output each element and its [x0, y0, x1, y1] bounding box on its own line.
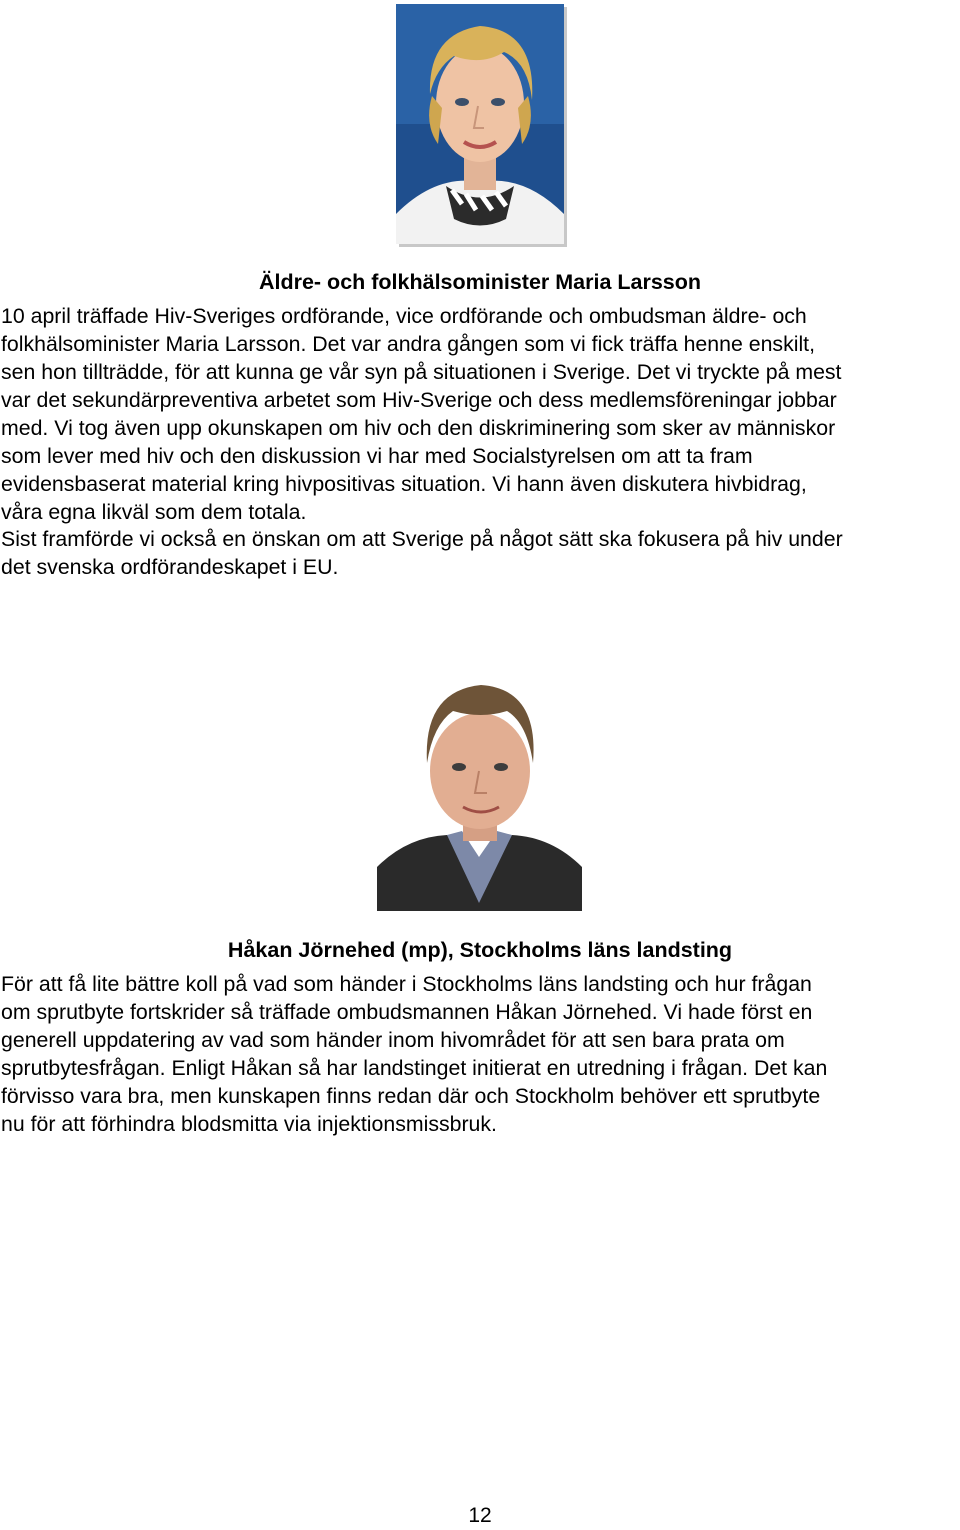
paragraph-jornehed-meeting: För att få lite bättre koll på vad som händer i Stockholms läns landsting och hur frågan om sprutbyte fortskrider så träffade ombudsmannen Håkan Jörnehed. Vi hade först en generell uppdatering av vad som händer inom hivområdet för att sen bara prata om sprutbytesfrågan. Enligt Håkan så har landstinget initierat en utredning i frågan. Det kan förvisso vara bra, men kunskapen finns redan där och Stockholm behöver ett sprutbyte nu för att förhindra blodsmitta via injektionsmissbruk. — [1, 972, 828, 1136]
paragraph-eu-presidency: Sist framförde vi också en önskan om att Sverige på något sätt ska fokusera på hiv under det svenska ordförandeskapet i EU. — [1, 527, 843, 579]
section-heading-maria-larsson: Äldre- och folkhälsominister Maria Larsson — [258, 270, 702, 294]
portrait-photo-maria-larsson — [396, 4, 564, 244]
portrait-photo-hakan-jornehed — [377, 667, 582, 911]
section-heading-hakan-jornehed: Håkan Jörnehed (mp), Stockholms läns landsting — [227, 938, 733, 962]
page-number: 12 — [468, 1504, 492, 1527]
paragraph-larsson-meeting: 10 april träffade Hiv-Sveriges ordförande, vice ordförande och ombudsman äldre- och folkhälsominister Maria Larsson. Det var andra gången som vi fick träffa henne enskilt, sen hon tillträdde, för att kunna ge vår syn på situationen i Sverige. Det vi tryckte på mest var det sekundärpreventiva arbetet som Hiv-Sverige och dess medlemsföreningar jobbar med. Vi tog även upp okunskapen om hiv och den diskriminering som sker av människor som lever med hiv och den diskussion vi har med Socialstyrelsen om att ta fram evidensbaserat material kring hivpositivas situation. Vi hann även diskutera hivbidrag, våra egna likväl som dem totala. — [1, 304, 842, 524]
